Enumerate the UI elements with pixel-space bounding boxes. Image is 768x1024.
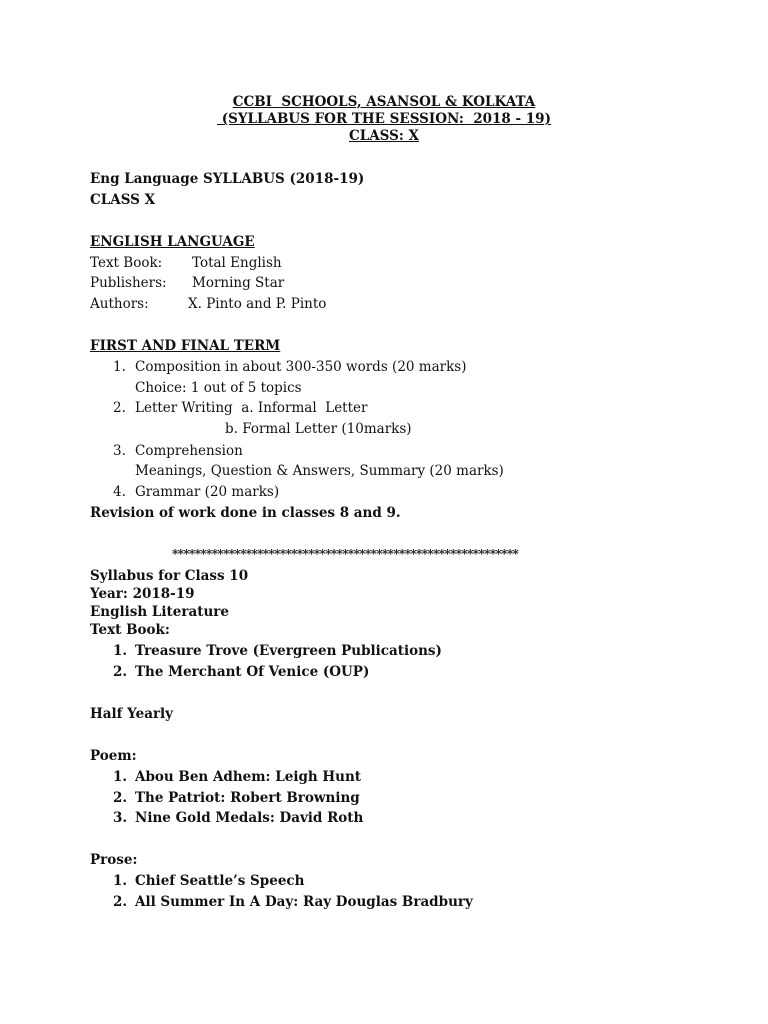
list-item: Letter Writing a. Informal Letter — [135, 400, 368, 416]
list-number: 3. — [113, 810, 128, 826]
literature-subject: English Literature — [90, 604, 229, 620]
list-item: The Patriot: Robert Browning — [135, 790, 360, 806]
half-yearly-heading: Half Yearly — [90, 706, 174, 722]
list-item: Nine Gold Medals: David Roth — [135, 810, 364, 826]
list-item: Comprehension — [135, 443, 243, 459]
authors-value: X. Pinto and P. Pinto — [188, 296, 327, 312]
publishers-label: Publishers: — [90, 275, 167, 291]
literature-textbook-label: Text Book: — [90, 622, 170, 638]
textbook-value: Total English — [192, 255, 282, 271]
textbook-label: Text Book: — [90, 255, 163, 271]
school-name-heading: CCBI SCHOOLS, ASANSOL & KOLKATA — [232, 94, 536, 110]
class-heading: CLASS: X — [348, 128, 420, 144]
list-number: 2. — [113, 400, 126, 416]
list-number: 2. — [113, 894, 128, 910]
list-item: Composition in about 300-350 words (20 marks) — [135, 359, 467, 375]
revision-note: Revision of work done in classes 8 and 9. — [90, 505, 401, 521]
authors-label: Authors: — [90, 296, 149, 312]
list-item-sub: b. Formal Letter (10marks) — [225, 421, 412, 437]
english-language-heading: ENGLISH LANGUAGE — [90, 234, 255, 250]
prose-heading: Prose: — [90, 852, 138, 868]
list-item: Treasure Trove (Evergreen Publications) — [135, 643, 442, 659]
asterisk-divider: ************************************************************* — [172, 547, 519, 561]
term-heading: FIRST AND FINAL TERM — [90, 338, 281, 354]
language-class-label: CLASS X — [90, 192, 156, 208]
list-item-sub: Meanings, Question & Answers, Summary (20 marks) — [135, 463, 504, 479]
list-number: 2. — [113, 664, 128, 680]
list-item: All Summer In A Day: Ray Douglas Bradbury — [135, 894, 473, 910]
list-number: 2. — [113, 790, 128, 806]
list-number: 1. — [113, 769, 128, 785]
publishers-value: Morning Star — [192, 275, 285, 291]
list-number: 1. — [113, 873, 128, 889]
list-item-sub: Choice: 1 out of 5 topics — [135, 380, 302, 396]
literature-syllabus-title: Syllabus for Class 10 — [90, 568, 249, 584]
list-number: 1. — [113, 359, 126, 375]
list-item: Chief Seattle’s Speech — [135, 873, 305, 889]
list-number: 4. — [113, 484, 126, 500]
list-number: 1. — [113, 643, 128, 659]
literature-year: Year: 2018-19 — [90, 586, 195, 602]
session-heading: (SYLLABUS FOR THE SESSION: 2018 - 19) — [217, 111, 551, 127]
list-number: 3. — [113, 443, 126, 459]
list-item: Abou Ben Adhem: Leigh Hunt — [135, 769, 362, 785]
poem-heading: Poem: — [90, 748, 137, 764]
list-item: Grammar (20 marks) — [135, 484, 280, 500]
list-item: The Merchant Of Venice (OUP) — [135, 664, 370, 680]
language-syllabus-title: Eng Language SYLLABUS (2018-19) — [90, 171, 365, 187]
